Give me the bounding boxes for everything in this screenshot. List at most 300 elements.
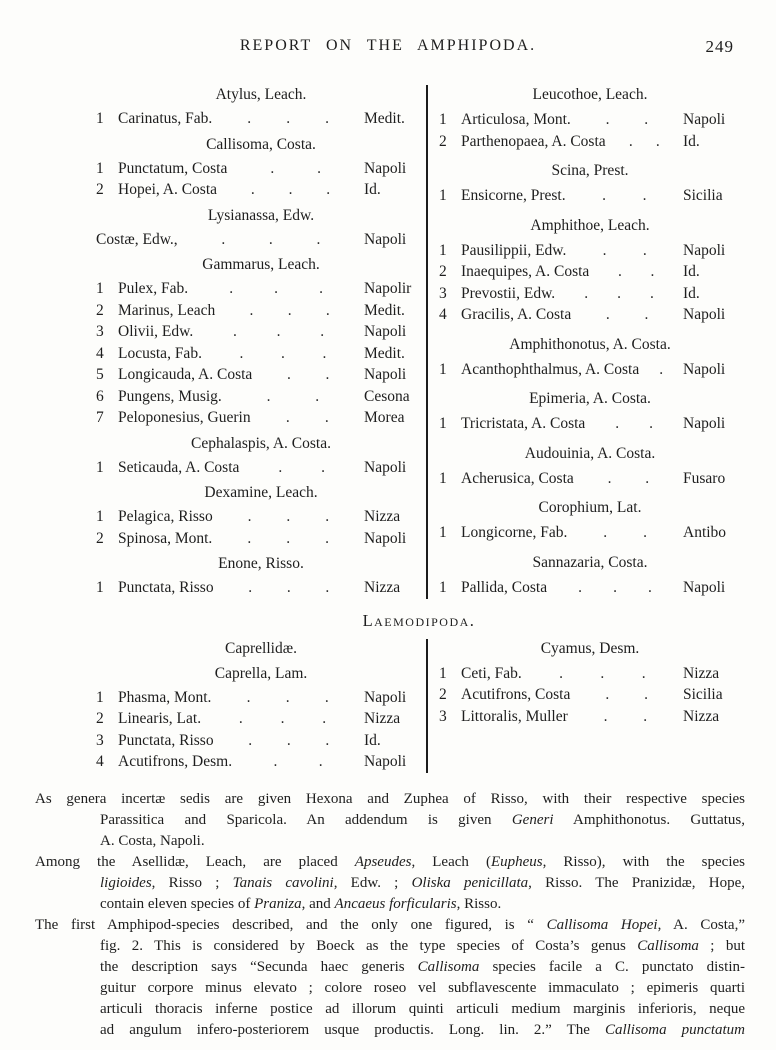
leader-dot: . (325, 579, 330, 596)
species-row (439, 577, 741, 599)
species-number: 1 (96, 458, 104, 476)
locality: Antibo (683, 524, 727, 541)
species-row (439, 522, 741, 544)
locality: Napolir (364, 280, 412, 297)
locality: Medit. (364, 344, 405, 362)
paragraph-line (100, 873, 745, 894)
species-row (96, 229, 426, 251)
species-number: 2 (439, 263, 447, 280)
leader-dots (566, 240, 683, 262)
italic-taxon-name: Generi (511, 811, 554, 828)
species-name: Parthenopaea, A. Costa (461, 132, 606, 150)
species-name: Acutifrons, Costa (461, 686, 571, 703)
species-number: 1 (96, 159, 104, 177)
species-name: Punctata, Risso (118, 731, 214, 749)
column-divider-rule (426, 85, 428, 599)
species-number: 2 (96, 181, 104, 198)
text-segment: species facile a C. punctato distin- (479, 958, 745, 975)
leader-dot: . (247, 529, 252, 547)
text-segment: ad angulum infero-posteriorem usque productis. Long. lin. 2.” The (100, 1021, 605, 1038)
leader-dots (567, 522, 683, 544)
leader-dot: . (229, 280, 234, 297)
leader-dots (227, 158, 364, 180)
leader-dots (212, 108, 364, 130)
leader-dot: . (644, 306, 649, 323)
leader-dots (606, 131, 683, 153)
italic-taxon-name: Oliska penicillata (411, 874, 529, 891)
leader-dots (202, 343, 364, 365)
leader-dot: . (648, 578, 652, 596)
locality: Napoli (364, 753, 407, 770)
locality: Napoli (364, 230, 407, 248)
leader-dot: . (559, 664, 563, 682)
species-name: Ensicorne, Prest. (461, 187, 566, 204)
species-row (96, 687, 426, 709)
leader-dot: . (650, 284, 654, 302)
leader-dots (222, 386, 364, 408)
leader-dot: . (617, 284, 621, 302)
locality: Nizza (364, 508, 401, 525)
leader-dot: . (641, 664, 646, 682)
species-number: 1 (439, 187, 447, 204)
locality: Sicilia (683, 187, 723, 204)
leader-dot: . (326, 181, 331, 198)
leader-dot: . (645, 469, 650, 487)
paragraph-line (100, 810, 745, 831)
leader-dot: . (250, 181, 255, 198)
leader-dot: . (584, 284, 589, 302)
leader-dot: . (649, 415, 654, 432)
text-segment: articuli thoracis inferne postice ad illorum quinti articuli medium marginis inferioris, neque (100, 1000, 745, 1017)
species-row (96, 158, 426, 180)
leader-dots (570, 684, 683, 706)
locality: Napoli (683, 111, 726, 128)
species-name: Pulex, Fab. (118, 280, 189, 297)
leader-dot: . (248, 579, 253, 596)
lower-right-column (439, 639, 741, 773)
genus-heading: Enone, Risso. (218, 555, 304, 572)
leader-dots (211, 687, 364, 709)
text-segment: Among the Asellidæ, Leach, are placed (35, 853, 355, 870)
paragraph-line (100, 894, 745, 915)
text-segment: , and (301, 895, 335, 912)
species-row (96, 278, 426, 300)
leader-dots (214, 577, 364, 599)
species-name: Olivii, Edw. (118, 323, 194, 340)
leader-dot: . (248, 731, 253, 749)
leader-dot: . (286, 579, 291, 596)
paragraph-line (100, 1020, 745, 1041)
paragraph (35, 789, 745, 852)
species-name: Peloponesius, Guerin (118, 409, 251, 426)
leader-dot: . (325, 366, 330, 383)
paragraph (35, 852, 745, 915)
leader-dot: . (325, 301, 330, 319)
leader-dot: . (578, 578, 583, 596)
species-name: Punctatum, Costa (118, 159, 228, 177)
species-name: Littoralis, Muller (461, 707, 568, 725)
leader-dot: . (246, 688, 251, 706)
species-number: 6 (96, 387, 104, 405)
species-name: Locusta, Fab. (118, 344, 202, 362)
leader-dot: . (276, 323, 281, 340)
species-number: 4 (96, 753, 104, 770)
genus-heading: Epimeria, A. Costa. (529, 390, 651, 407)
leader-dot: . (617, 263, 622, 280)
text-segment: , A. Costa,” (657, 916, 745, 933)
leader-dot: . (288, 181, 293, 198)
leader-dot: . (249, 301, 254, 319)
locality: Cesona (364, 387, 410, 405)
species-number: 1 (439, 524, 447, 541)
species-number: 3 (439, 707, 447, 725)
leader-dot: . (317, 159, 322, 177)
species-number: 1 (439, 415, 447, 432)
species-row (96, 179, 426, 201)
italic-taxon-name: ligioides (100, 874, 152, 891)
paragraph (35, 915, 745, 1041)
paragraph-line (100, 936, 745, 957)
locality: Morea (364, 409, 405, 426)
page-number: 249 (705, 37, 734, 56)
species-row (439, 663, 741, 685)
italic-taxon-name: Ancaeus forficularis (334, 895, 457, 912)
genus-heading: Cephalaspis, A. Costa. (191, 434, 331, 452)
species-number: 4 (439, 306, 447, 323)
leader-dot: . (325, 529, 329, 547)
paragraph-line (35, 852, 745, 873)
locality: Napoli (364, 458, 407, 476)
leader-dot: . (605, 306, 610, 323)
leader-dot: . (324, 409, 329, 426)
footnote-paragraphs (35, 789, 745, 1041)
column-divider-rule (426, 639, 428, 773)
locality: Napoli (364, 688, 407, 706)
leader-dot: . (270, 159, 275, 177)
leader-dots (639, 359, 683, 381)
locality: Napoli (683, 306, 726, 323)
species-row (439, 131, 741, 153)
text-segment: , Leach ( (411, 853, 491, 870)
leader-dot: . (286, 529, 291, 547)
italic-taxon-name: Callisoma (637, 937, 699, 954)
paragraph-line (100, 999, 745, 1020)
leader-dot: . (322, 710, 327, 727)
leader-dots (215, 300, 364, 322)
species-name: Pungens, Musig. (118, 387, 222, 405)
leader-dot: . (602, 241, 607, 259)
text-segment: , Risso. The Pranizidæ, Hope, (528, 874, 745, 891)
locality: Napoli (683, 241, 726, 259)
italic-taxon-name: Tanais cavolini (232, 874, 334, 891)
upper-right-column (439, 85, 741, 599)
leader-dot: . (607, 469, 612, 487)
text-segment: , Risso. (456, 895, 502, 912)
leader-dot: . (286, 110, 291, 127)
family-heading: Caprellidæ. (225, 639, 297, 657)
species-row (439, 185, 741, 207)
italic-taxon-name: Eupheus (490, 853, 543, 870)
genus-heading: Amphithonotus, A. Costa. (509, 335, 671, 353)
leader-dot: . (320, 323, 325, 340)
leader-dot: . (643, 707, 648, 725)
leader-dots (251, 407, 364, 429)
locality: Sicilia (683, 686, 723, 703)
text-segment: Parassitica and Sparicola. An addendum is given (100, 811, 512, 828)
species-number: 5 (96, 366, 104, 383)
paragraph-line (35, 915, 745, 936)
genus-heading: Caprella, Lam. (214, 664, 308, 682)
text-segment: the description says “Secunda haec generis (100, 958, 418, 975)
species-row (96, 730, 426, 752)
species-row (96, 708, 426, 730)
leader-dots (232, 751, 364, 773)
genus-heading: Callisoma, Costa. (206, 135, 316, 153)
species-number: 1 (439, 578, 447, 596)
leader-dot: . (268, 230, 273, 248)
text-segment: contain eleven species of (100, 895, 255, 912)
locality: Id. (683, 263, 700, 280)
locality: Nizza (364, 579, 401, 596)
locality: Napoli (364, 323, 407, 340)
upper-species-table (96, 85, 742, 599)
leader-dot: . (285, 409, 290, 426)
species-number: 2 (96, 710, 104, 727)
species-number: 2 (96, 529, 104, 547)
genus-heading: Scina, Prest. (551, 162, 629, 179)
species-name: Acanthophthalmus, A. Costa (461, 360, 640, 378)
species-number: 1 (96, 579, 104, 596)
species-row (439, 468, 741, 490)
leader-dot: . (643, 524, 648, 541)
locality: Id. (683, 284, 700, 302)
locality: Id. (364, 181, 381, 198)
leader-dots (188, 278, 364, 300)
species-name: Pallida, Costa (461, 578, 548, 596)
leader-dots (193, 321, 364, 343)
leader-dot: . (644, 111, 649, 128)
leader-dot: . (325, 731, 330, 749)
leader-dot: . (321, 458, 326, 476)
leader-dot: . (273, 753, 278, 770)
species-name: Acherusica, Costa (461, 469, 574, 487)
species-row (96, 108, 426, 130)
genus-heading: Cyamus, Desm. (540, 639, 640, 657)
species-number: 3 (96, 323, 104, 340)
species-row (96, 577, 426, 599)
paragraph-line (100, 978, 745, 999)
text-segment: , Risso), with the species (542, 853, 745, 870)
leader-dot: . (605, 111, 610, 128)
locality: Nizza (364, 710, 401, 727)
species-row (96, 457, 426, 479)
text-segment: Amphithonotus. Guttatus, (553, 811, 745, 828)
leader-dot: . (286, 508, 291, 525)
species-name: Inaequipes, A. Costa (461, 263, 590, 280)
leader-dot: . (232, 323, 237, 340)
genus-heading: Leucothoe, Leach. (532, 86, 648, 103)
leader-dot: . (281, 344, 285, 362)
leader-dot: . (286, 366, 291, 383)
genus-heading: Amphithoe, Leach. (530, 216, 650, 234)
locality: Fusaro (683, 469, 726, 487)
species-row (96, 528, 426, 550)
locality: Medit. (364, 301, 405, 319)
leader-dot: . (659, 360, 664, 378)
text-segment: ; but (698, 937, 745, 954)
leader-dots (585, 413, 683, 435)
species-name: Pausilippii, Edw. (461, 241, 567, 259)
species-name: Longicauda, A. Costa (118, 366, 253, 383)
species-row (96, 343, 426, 365)
species-name: Tricristata, A. Costa (461, 415, 586, 432)
page-header (0, 0, 776, 61)
species-row (439, 684, 741, 706)
leader-dot: . (316, 230, 321, 248)
species-number: 2 (439, 132, 447, 150)
locality: Napoli (364, 366, 407, 383)
species-name: Linearis, Lat. (118, 710, 202, 727)
paragraph-line (100, 831, 745, 852)
species-name: Punctata, Risso (118, 579, 214, 596)
leader-dot: . (286, 731, 291, 749)
leader-dot: . (280, 710, 285, 727)
italic-taxon-name: Callisoma (417, 958, 480, 975)
species-row (96, 364, 426, 386)
species-row (439, 261, 741, 283)
leader-dot: . (221, 230, 226, 248)
species-number: 4 (96, 344, 104, 362)
species-number: 1 (439, 111, 447, 128)
species-number: 3 (439, 284, 447, 302)
leader-dot: . (650, 263, 655, 280)
species-row (439, 359, 741, 381)
italic-taxon-name: Callisoma punctatum (604, 1021, 745, 1038)
leader-dot: . (602, 187, 607, 204)
locality: Id. (364, 731, 381, 749)
text-segment: As genera incertæ sedis are given Hexona and Zuphea of Risso, with their respective species (35, 790, 745, 807)
leader-dot: . (644, 686, 649, 703)
species-row (96, 321, 426, 343)
species-number: 1 (96, 110, 104, 127)
species-name: Prevostii, Edw. (461, 284, 556, 302)
text-segment: A. Costa, Napoli. (100, 832, 205, 849)
species-number: 3 (96, 731, 104, 749)
italic-taxon-name: Callisoma Hopei (546, 916, 658, 933)
leader-dot: . (603, 707, 608, 725)
leader-dot: . (238, 710, 243, 727)
leader-dot: . (324, 688, 329, 706)
species-number: 1 (96, 280, 104, 297)
lower-left-column (96, 639, 426, 773)
italic-taxon-name: Praniza (254, 895, 302, 912)
species-name: Costæ, Edw., (96, 230, 178, 248)
species-row (96, 506, 426, 528)
leader-dot: . (600, 664, 605, 682)
leader-dot: . (642, 187, 647, 204)
leader-dot: . (603, 524, 608, 541)
leader-dots (589, 261, 683, 283)
species-row (96, 300, 426, 322)
laemodipoda-section-heading: Laemodipoda. (362, 610, 476, 630)
locality: Nizza (683, 664, 720, 682)
leader-dots (568, 706, 683, 728)
species-name: Articulosa, Mont. (461, 111, 571, 128)
leader-dot: . (266, 387, 271, 405)
leader-dot: . (605, 686, 610, 703)
locality: Napoli (364, 159, 407, 177)
leader-dots (217, 179, 364, 201)
leader-dots (571, 304, 683, 326)
species-row (439, 240, 741, 262)
leader-dots (201, 708, 364, 730)
genus-heading: Audouinia, A. Costa. (524, 444, 656, 462)
leader-dot: . (247, 508, 252, 525)
leader-dot: . (287, 301, 292, 319)
species-row (439, 109, 741, 131)
species-number: 1 (439, 241, 447, 259)
genus-heading: Dexamine, Leach. (204, 484, 318, 501)
species-name: Acutifrons, Desm. (118, 753, 233, 770)
locality: Medit. (364, 110, 405, 127)
leader-dot: . (642, 241, 647, 259)
species-row (439, 304, 741, 326)
lower-left-sections (96, 664, 426, 773)
species-number: 1 (96, 508, 104, 525)
species-number: 2 (439, 686, 447, 703)
species-row (439, 413, 741, 435)
text-segment: guitur corpore minus elevato ; colore roseo vel subflavescente immaculato ; epimeris quarti (100, 979, 745, 996)
text-segment: The first Amphipod-species described, and the only one figured, is “ (35, 916, 547, 933)
species-row (96, 751, 426, 773)
genus-heading: Gammarus, Leach. (202, 256, 320, 273)
locality: Napoli (683, 415, 726, 432)
species-number: 1 (439, 360, 447, 378)
locality: Napoli (364, 529, 407, 547)
upper-left-column (96, 85, 426, 599)
species-number: 1 (439, 469, 447, 487)
genus-heading: Sannazaria, Costa. (532, 553, 648, 571)
leader-dot: . (615, 415, 620, 432)
leader-dot: . (318, 753, 323, 770)
paragraph-line (100, 957, 745, 978)
species-number: 1 (439, 664, 447, 682)
italic-taxon-name: Apseudes (354, 853, 412, 870)
leader-dots (214, 730, 364, 752)
paragraph-line (35, 789, 745, 810)
locality: Nizza (683, 707, 720, 725)
leader-dot: . (315, 387, 320, 405)
leader-dot: . (247, 110, 252, 127)
leader-dots (522, 663, 683, 685)
leader-dots (212, 528, 364, 550)
text-segment: fig. 2. This is considered by Boeck as the type species of Costa’s genus (100, 937, 638, 954)
species-name: Seticauda, A. Costa (118, 458, 240, 476)
species-row (439, 283, 741, 305)
leader-dots (547, 577, 683, 599)
genus-heading: Atylus, Leach. (215, 86, 307, 103)
leader-dots (571, 109, 683, 131)
species-number: 1 (96, 688, 104, 706)
species-name: Carinatus, Fab. (118, 110, 213, 127)
leader-dot: . (628, 132, 633, 150)
leader-dot: . (274, 280, 279, 297)
leader-dot: . (285, 688, 290, 706)
lower-species-table (96, 639, 742, 773)
locality: Napoli (683, 360, 726, 378)
leader-dots (213, 506, 364, 528)
leader-dot: . (613, 578, 617, 596)
